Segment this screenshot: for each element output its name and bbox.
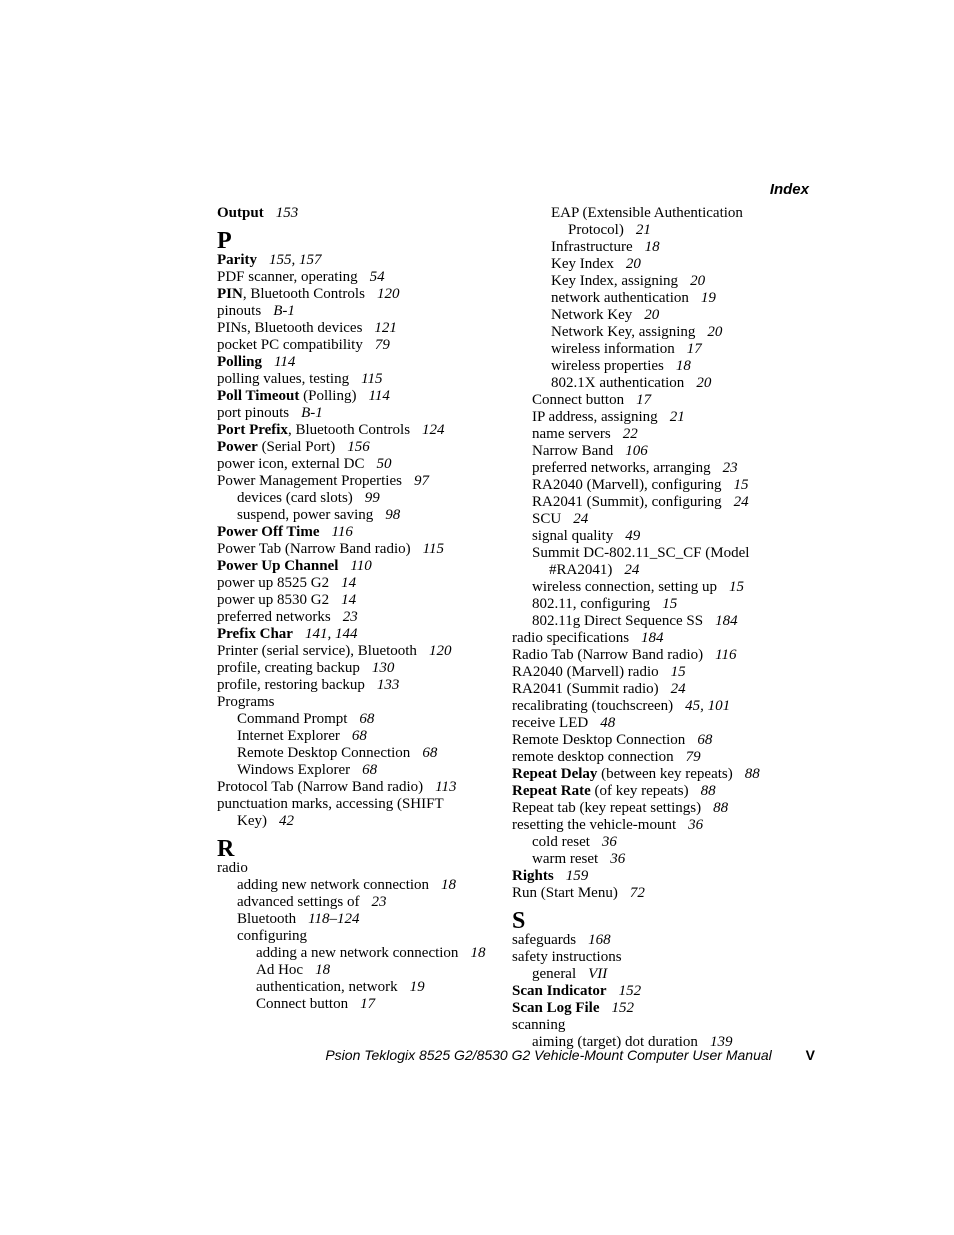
index-page-ref[interactable]: 24 bbox=[670, 681, 686, 697]
index-subentry bbox=[532, 596, 802, 613]
index-page-ref[interactable]: 50 bbox=[376, 456, 392, 472]
index-entry bbox=[512, 800, 802, 817]
index-column-left bbox=[217, 205, 487, 1013]
index-term-qualifier: (of key repeats) bbox=[590, 783, 689, 799]
index-page-ref[interactable]: 168 bbox=[588, 932, 611, 948]
index-term: Power bbox=[217, 439, 258, 455]
index-page-ref[interactable]: 121 bbox=[374, 320, 397, 336]
index-term: Key Index, assigning bbox=[551, 273, 679, 289]
index-term: adding a new network connection bbox=[256, 945, 459, 961]
index-term: resetting the vehicle-mount bbox=[512, 817, 677, 833]
index-term: devices (card slots) bbox=[237, 490, 353, 506]
index-term: general bbox=[532, 966, 577, 982]
index-term: Scan Log File bbox=[512, 1000, 600, 1016]
index-entry bbox=[217, 626, 487, 643]
index-term: radio bbox=[217, 860, 248, 876]
index-page-ref[interactable]: 17 bbox=[636, 392, 652, 408]
index-term: Printer (serial service), Bluetooth bbox=[217, 643, 417, 659]
index-page-ref[interactable]: 36 bbox=[688, 817, 704, 833]
index-term: polling values, testing bbox=[217, 371, 350, 387]
index-term: aiming (target) dot duration bbox=[532, 1034, 698, 1050]
index-page-ref[interactable]: 68 bbox=[697, 732, 713, 748]
index-entry bbox=[217, 286, 487, 303]
index-term: Programs bbox=[217, 694, 275, 710]
index-entry bbox=[217, 473, 487, 490]
index-page-ref[interactable]: 23 bbox=[342, 609, 358, 625]
index-subentry bbox=[551, 239, 802, 256]
index-page-ref[interactable]: 184 bbox=[715, 613, 738, 629]
index-term: SCU bbox=[532, 511, 562, 527]
index-term: Windows Explorer bbox=[237, 762, 351, 778]
index-page-ref[interactable]: 152 bbox=[618, 983, 642, 999]
index-entry bbox=[512, 647, 802, 664]
index-subentry bbox=[237, 728, 487, 745]
index-term-qualifier: , Bluetooth Controls bbox=[287, 422, 411, 438]
index-term: configuring bbox=[237, 928, 307, 944]
index-page-ref[interactable]: 153 bbox=[275, 205, 299, 221]
index-page-ref[interactable]: 19 bbox=[700, 290, 716, 306]
index-page-ref[interactable]: 15 bbox=[662, 596, 678, 612]
index-entry bbox=[512, 715, 802, 732]
index-page-ref[interactable]: 23 bbox=[722, 460, 738, 476]
index-subentry bbox=[532, 443, 802, 460]
index-page-ref[interactable]: 20 bbox=[690, 273, 706, 289]
index-term: PINs, Bluetooth devices bbox=[217, 320, 363, 336]
index-term: Connect button bbox=[532, 392, 625, 408]
index-subentry bbox=[551, 358, 802, 375]
index-term: power up 8525 G2 bbox=[217, 575, 330, 591]
index-page-ref[interactable]: 20 bbox=[644, 307, 660, 323]
index-page-ref[interactable]: 115 bbox=[422, 541, 445, 557]
index-subentry bbox=[532, 477, 802, 494]
index-page-ref[interactable]: 18 bbox=[675, 358, 691, 374]
index-page-ref[interactable]: 20 bbox=[707, 324, 723, 340]
index-page-ref[interactable]: 152 bbox=[611, 1000, 635, 1016]
index-entry bbox=[512, 983, 802, 1000]
index-page-ref[interactable]: 99 bbox=[364, 490, 380, 506]
index-section-letter: S bbox=[512, 908, 526, 934]
page-footer bbox=[300, 1047, 815, 1063]
index-subentry bbox=[532, 834, 802, 851]
index-entry bbox=[512, 868, 802, 885]
index-term: recalibrating (touchscreen) bbox=[512, 698, 674, 714]
index-page-ref[interactable]: 17 bbox=[360, 996, 376, 1012]
index-subentry bbox=[551, 256, 802, 273]
index-page-ref[interactable]: 120 bbox=[376, 286, 400, 302]
index-page-ref[interactable]: 49 bbox=[625, 528, 641, 544]
index-subentry bbox=[237, 894, 487, 911]
index-entry bbox=[217, 592, 487, 609]
index-term: 802.1X authentication bbox=[551, 375, 685, 391]
index-section-letter: R bbox=[217, 836, 235, 862]
index-page-ref[interactable]: 24 bbox=[573, 511, 589, 527]
index-entry bbox=[217, 558, 487, 575]
index-page-ref[interactable]: 114 bbox=[368, 388, 390, 404]
index-page-ref[interactable]: 36 bbox=[601, 834, 617, 850]
index-page-ref[interactable]: 141, 144 bbox=[304, 626, 358, 642]
index-term: wireless connection, setting up bbox=[532, 579, 717, 595]
index-subentry bbox=[237, 711, 487, 728]
index-entry bbox=[512, 783, 802, 800]
running-header: Index bbox=[769, 181, 809, 198]
index-term: authentication, network bbox=[256, 979, 398, 995]
index-page-ref[interactable]: 36 bbox=[610, 851, 626, 867]
index-term: RA2041 (Summit radio) bbox=[512, 681, 659, 697]
index-subentry bbox=[551, 341, 802, 358]
index-term: scanning bbox=[512, 1017, 566, 1033]
index-page-ref[interactable]: 20 bbox=[625, 256, 641, 272]
index-page-ref[interactable]: 97 bbox=[413, 473, 429, 489]
index-entry bbox=[512, 749, 802, 766]
index-page-ref[interactable]: 18 bbox=[441, 877, 457, 893]
index-entry bbox=[512, 885, 802, 902]
index-page-ref[interactable]: 106 bbox=[625, 443, 648, 459]
index-term: profile, restoring backup bbox=[217, 677, 365, 693]
index-page-ref[interactable]: 15 bbox=[670, 664, 686, 680]
index-term-qualifier: (Polling) bbox=[299, 388, 357, 404]
index-entry bbox=[217, 269, 487, 286]
index-entry bbox=[217, 779, 487, 796]
index-page-ref[interactable]: B-1 bbox=[273, 303, 295, 319]
index-subentry bbox=[532, 579, 802, 596]
index-page-ref[interactable]: 68 bbox=[351, 728, 367, 744]
index-term: PIN bbox=[217, 286, 243, 302]
index-subentry bbox=[551, 273, 802, 290]
index-term: 802.11, configuring bbox=[532, 596, 651, 612]
index-term: Key Index bbox=[551, 256, 614, 272]
index-term: Prefix Char bbox=[217, 626, 293, 642]
index-term: profile, creating backup bbox=[217, 660, 360, 676]
index-term: Connect button bbox=[256, 996, 349, 1012]
index-page-ref[interactable]: 184 bbox=[641, 630, 664, 646]
index-page-ref[interactable]: 156 bbox=[347, 439, 370, 455]
index-entry bbox=[512, 817, 802, 834]
index-term: Summit DC-802.11_SC_CF (Model #RA2041) bbox=[532, 545, 750, 578]
index-term: adding new network connection bbox=[237, 877, 430, 893]
index-term: Power Tab (Narrow Band radio) bbox=[217, 541, 411, 557]
index-page-ref[interactable]: 133 bbox=[376, 677, 400, 693]
index-page-ref[interactable]: 17 bbox=[686, 341, 702, 357]
index-term: RA2041 (Summit), configuring bbox=[532, 494, 722, 510]
index-term: PDF scanner, operating bbox=[217, 269, 358, 285]
index-entry bbox=[512, 664, 802, 681]
index-subentry bbox=[237, 745, 487, 762]
index-page-ref[interactable]: 79 bbox=[685, 749, 701, 765]
index-term: preferred networks, arranging bbox=[532, 460, 711, 476]
index-page-ref[interactable]: B-1 bbox=[301, 405, 323, 421]
index-subentry bbox=[237, 877, 487, 894]
index-term: Repeat tab (key repeat settings) bbox=[512, 800, 702, 816]
index-term: wireless information bbox=[551, 341, 675, 357]
index-subentry bbox=[532, 494, 802, 511]
index-page-ref[interactable]: 68 bbox=[422, 745, 438, 761]
index-subentry bbox=[532, 409, 802, 426]
index-page-ref[interactable]: 116 bbox=[715, 647, 737, 663]
index-page-ref[interactable]: 18 bbox=[315, 962, 331, 978]
index-page-ref[interactable]: 130 bbox=[371, 660, 395, 676]
index-term-qualifier: (between key repeats) bbox=[597, 766, 733, 782]
index-subentry bbox=[256, 962, 487, 979]
index-term: name servers bbox=[532, 426, 611, 442]
index-entry bbox=[217, 677, 487, 694]
index-subentry bbox=[551, 307, 802, 324]
index-subentry bbox=[256, 996, 487, 1013]
index-entry bbox=[217, 388, 487, 405]
index-term: network authentication bbox=[551, 290, 689, 306]
index-subentry bbox=[532, 460, 802, 477]
index-page-ref[interactable]: 98 bbox=[385, 507, 401, 523]
index-page-ref[interactable]: 42 bbox=[279, 813, 294, 829]
index-page-ref[interactable]: 68 bbox=[362, 762, 378, 778]
index-term: Parity bbox=[217, 252, 257, 268]
index-term: Rights bbox=[512, 868, 554, 884]
index-entry bbox=[217, 303, 487, 320]
index-page-ref[interactable]: 159 bbox=[565, 868, 589, 884]
index-entry bbox=[217, 796, 487, 830]
index-page-ref[interactable]: 19 bbox=[409, 979, 425, 995]
index-term: Internet Explorer bbox=[237, 728, 340, 744]
index-term: radio specifications bbox=[512, 630, 630, 646]
index-term: Ad Hoc bbox=[256, 962, 304, 978]
index-term: suspend, power saving bbox=[237, 507, 374, 523]
index-term: Narrow Band bbox=[532, 443, 614, 459]
index-entry bbox=[217, 252, 487, 269]
footer-page-number: V bbox=[805, 1047, 815, 1063]
index-term: Repeat Rate bbox=[512, 783, 591, 799]
index-term: receive LED bbox=[512, 715, 589, 731]
index-page-ref[interactable]: 14 bbox=[341, 575, 357, 591]
index-page-ref[interactable]: 18 bbox=[644, 239, 660, 255]
index-term: power icon, external DC bbox=[217, 456, 365, 472]
index-subentry bbox=[551, 290, 802, 307]
index-term: power up 8530 G2 bbox=[217, 592, 330, 608]
index-subentry bbox=[256, 979, 487, 996]
index-page-ref[interactable]: 88 bbox=[700, 783, 716, 799]
index-entry bbox=[217, 422, 487, 439]
index-entry bbox=[217, 439, 487, 456]
index-subentry bbox=[237, 507, 487, 524]
index-term: cold reset bbox=[532, 834, 590, 850]
index-page-ref[interactable]: 88 bbox=[713, 800, 729, 816]
index-term-qualifier: , Bluetooth Controls bbox=[242, 286, 365, 302]
index-page-ref[interactable]: 118–124 bbox=[308, 911, 360, 927]
index-entry bbox=[512, 732, 802, 749]
index-term: Network Key bbox=[551, 307, 633, 323]
index-page-ref[interactable]: 114 bbox=[274, 354, 296, 370]
index-subentry bbox=[532, 511, 802, 528]
index-subentry bbox=[532, 613, 802, 630]
index-page-ref[interactable]: 45, 101 bbox=[685, 698, 731, 714]
index-page-ref[interactable]: 110 bbox=[350, 558, 372, 574]
index-entry bbox=[217, 371, 487, 388]
index-page-ref[interactable]: 22 bbox=[622, 426, 638, 442]
index-term: Scan Indicator bbox=[512, 983, 607, 999]
index-term: Polling bbox=[217, 354, 263, 370]
index-subentry bbox=[237, 490, 487, 507]
index-page-ref[interactable]: 116 bbox=[331, 524, 353, 540]
index-page-ref[interactable]: 79 bbox=[374, 337, 390, 353]
index-term: Infrastructure bbox=[551, 239, 633, 255]
index-subentry bbox=[532, 528, 802, 545]
index-page-ref[interactable]: 113 bbox=[435, 779, 457, 795]
index-term: Power Management Properties bbox=[217, 473, 402, 489]
index-entry bbox=[217, 541, 487, 558]
index-page-ref[interactable]: 14 bbox=[341, 592, 357, 608]
index-term: safeguards bbox=[512, 932, 577, 948]
index-page-ref[interactable]: 120 bbox=[428, 643, 452, 659]
index-entry bbox=[512, 698, 802, 715]
index-entry bbox=[512, 1000, 802, 1017]
index-term: Radio Tab (Narrow Band radio) bbox=[512, 647, 704, 663]
index-entry bbox=[217, 354, 487, 371]
index-term: advanced settings of bbox=[237, 894, 360, 910]
index-subentry bbox=[237, 762, 487, 779]
footer-title: Psion Teklogix 8525 G2/8530 G2 Vehicle-Mount Computer User Manual bbox=[325, 1047, 772, 1063]
index-subentry bbox=[532, 426, 802, 443]
index-term: safety instructions bbox=[512, 949, 622, 965]
index-entry bbox=[217, 524, 487, 541]
index-subentry bbox=[532, 851, 802, 868]
index-page-ref[interactable]: 23 bbox=[371, 894, 387, 910]
index-term: IP address, assigning bbox=[532, 409, 658, 425]
index-term: warm reset bbox=[532, 851, 599, 867]
index-column-right bbox=[512, 205, 802, 1051]
index-entry bbox=[217, 660, 487, 677]
index-subentry bbox=[237, 911, 487, 928]
index-page-ref[interactable]: 21 bbox=[669, 409, 685, 425]
index-page-ref[interactable]: 88 bbox=[744, 766, 760, 782]
index-term: pocket PC compatibility bbox=[217, 337, 363, 353]
index-entry bbox=[217, 320, 487, 337]
index-entry bbox=[512, 630, 802, 647]
index-page-ref[interactable]: 18 bbox=[470, 945, 486, 961]
index-term: RA2040 (Marvell) radio bbox=[512, 664, 659, 680]
index-term: Network Key, assigning bbox=[551, 324, 696, 340]
index-term: wireless properties bbox=[551, 358, 664, 374]
index-page-ref[interactable]: 72 bbox=[629, 885, 645, 901]
index-term: Repeat Delay bbox=[512, 766, 598, 782]
index-term: pinouts bbox=[217, 303, 262, 319]
index-page-ref[interactable]: 68 bbox=[359, 711, 375, 727]
index-term: RA2040 (Marvell), configuring bbox=[532, 477, 722, 493]
index-entry bbox=[217, 575, 487, 592]
index-subentry bbox=[551, 205, 802, 239]
index-entry bbox=[512, 1017, 802, 1034]
index-term: Poll Timeout bbox=[217, 388, 300, 404]
index-entry bbox=[217, 456, 487, 473]
index-term: Power Off Time bbox=[217, 524, 320, 540]
index-term: Power Up Channel bbox=[217, 558, 339, 574]
index-subentry bbox=[532, 545, 802, 579]
index-page-ref[interactable]: 24 bbox=[624, 562, 640, 578]
index-entry bbox=[217, 694, 487, 711]
index-page-ref[interactable]: 115 bbox=[361, 371, 383, 387]
index-page-ref[interactable]: 20 bbox=[696, 375, 712, 391]
index-subentry bbox=[532, 966, 802, 983]
index-entry bbox=[512, 681, 802, 698]
index-entry bbox=[512, 932, 802, 949]
index-subentry bbox=[256, 945, 487, 962]
index-term: Remote Desktop Connection bbox=[237, 745, 411, 761]
index-entry bbox=[217, 205, 487, 222]
index-term: Run (Start Menu) bbox=[512, 885, 618, 901]
index-page-ref[interactable]: 15 bbox=[728, 579, 744, 595]
index-entry bbox=[217, 405, 487, 422]
index-term: 802.11g Direct Sequence SS bbox=[532, 613, 704, 629]
index-page-ref[interactable]: 15 bbox=[733, 477, 749, 493]
index-entry bbox=[512, 949, 802, 966]
index-page-ref[interactable]: 139 bbox=[709, 1034, 733, 1050]
index-page-ref[interactable]: 48 bbox=[600, 715, 616, 731]
index-entry bbox=[217, 337, 487, 354]
index-term: Command Prompt bbox=[237, 711, 348, 727]
index-term: remote desktop connection bbox=[512, 749, 674, 765]
index-entry bbox=[217, 609, 487, 626]
index-term: Bluetooth bbox=[237, 911, 297, 927]
index-term: Port Prefix bbox=[217, 422, 288, 438]
index-page-ref[interactable]: 21 bbox=[635, 222, 651, 238]
index-section-letter: P bbox=[217, 228, 232, 254]
index-entry bbox=[512, 766, 802, 783]
index-term: Remote Desktop Connection bbox=[512, 732, 686, 748]
index-term: Output bbox=[217, 205, 264, 221]
index-term-qualifier: (Serial Port) bbox=[257, 439, 336, 455]
index-subentry bbox=[532, 392, 802, 409]
index-page-ref[interactable]: 155, 157 bbox=[268, 252, 322, 268]
index-page-ref[interactable]: 54 bbox=[369, 269, 385, 285]
index-term: preferred networks bbox=[217, 609, 331, 625]
index-entry bbox=[217, 643, 487, 660]
index-term: Protocol Tab (Narrow Band radio) bbox=[217, 779, 424, 795]
index-subentry bbox=[551, 324, 802, 341]
index-page-ref[interactable]: VII bbox=[588, 966, 608, 982]
index-term: signal quality bbox=[532, 528, 614, 544]
index-term: punctuation marks, accessing (SHIFT Key) bbox=[217, 796, 444, 829]
index-page-ref[interactable]: 124 bbox=[422, 422, 445, 438]
index-term: EAP (Extensible Authentication Protocol) bbox=[551, 205, 743, 238]
index-page-ref[interactable]: 24 bbox=[733, 494, 749, 510]
index-subentry bbox=[551, 375, 802, 392]
index-term: port pinouts bbox=[217, 405, 290, 421]
index-entry bbox=[217, 860, 487, 877]
index-subentry bbox=[237, 928, 487, 945]
